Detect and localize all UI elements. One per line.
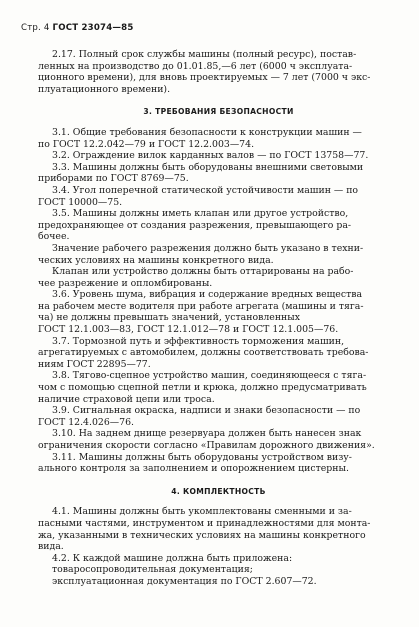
- text-line: 3.3. Машины должны быть оборудованы внешними световыми: [52, 161, 364, 173]
- safety-paragraph: [38, 266, 399, 289]
- safety-paragraph: [38, 428, 399, 451]
- text-line: бочее.: [38, 231, 70, 243]
- text-line: 3.5. Машины должны иметь клапан или другое устройство,: [52, 208, 349, 220]
- section-title-safety: 3. ТРЕБОВАНИЯ БЕЗОПАСНОСТИ: [143, 107, 294, 117]
- safety-paragraph: [38, 185, 399, 208]
- text-line: по ГОСТ 12.2.042—79 и ГОСТ 12.2.003—74.: [38, 138, 255, 150]
- section-body-completeness: [38, 506, 399, 587]
- text-line: приборами по ГОСТ 8769—75.: [38, 173, 189, 185]
- text-line: Значение рабочего разрежения должно быть указано в техни-: [52, 242, 364, 254]
- text-line: агрегатируемых с автомобилем, должны соответствовать требова-: [38, 347, 369, 359]
- text-line: ГОСТ 12.1.003—83, ГОСТ 12.1.012—78 и ГОСТ 12.1.005—76.: [38, 324, 339, 336]
- safety-paragraph: [38, 289, 399, 335]
- text-line: эксплуатационная документация по ГОСТ 2.607—72.: [52, 575, 317, 587]
- text-line: плуатационного времени).: [38, 83, 171, 95]
- text-line: наличие страховой цепи или троса.: [38, 393, 215, 405]
- text-line: 4.1. Машины должны быть укомплектованы сменными и за-: [52, 506, 352, 518]
- text-line: 3.2. Ограждение вилок карданных валов — по ГОСТ 13758—77.: [52, 150, 369, 162]
- text-line: 3.10. На заднем днище резервуара должен быть нанесен знак: [52, 428, 362, 440]
- text-line: 3.8. Тягово-сцепное устройство машин, соединяющееся с тяга-: [52, 370, 367, 382]
- safety-paragraph: [38, 452, 399, 475]
- text-line: ленных на производство до 01.01.85,—6 лет (6000 ч эксплуата-: [38, 60, 353, 72]
- text-line: предохраняющее от создания разрежения, превышающего ра-: [38, 219, 352, 231]
- paragraph-2-17: [38, 49, 399, 95]
- page-header: [21, 23, 134, 33]
- text-line: ального контроля за заполнением и опорожнением цистерны.: [38, 463, 349, 475]
- safety-paragraph: [38, 150, 399, 162]
- text-line: ча) не должны превышать значений, установленных: [38, 312, 300, 324]
- text-line: ционного времени), для вновь проектируемых — 7 лет (7000 ч экс-: [38, 72, 371, 84]
- completeness-paragraph: [38, 553, 399, 588]
- section-title-completeness: 4. КОМПЛЕКТНОСТЬ: [171, 486, 266, 496]
- text-line: пасными частями, инструментом и принадлежностями для монта-: [38, 517, 371, 529]
- text-line: на рабочем месте водителя при работе агрегата (машины и тяга-: [38, 300, 364, 312]
- section-body-safety: [38, 127, 399, 475]
- document-body: [38, 49, 399, 588]
- text-line: 3.11. Машины должны быть оборудованы устройством визу-: [52, 451, 352, 463]
- safety-paragraph: [38, 127, 399, 150]
- text-line: вида.: [38, 541, 64, 553]
- text-line: чом с помощью сцепной петли и крюка, должно предусматривать: [38, 382, 367, 394]
- text-line: Клапан или устройство должны быть оттарированы на рабо-: [52, 266, 354, 278]
- text-line: 4.2. К каждой машине должна быть приложена:: [52, 552, 293, 564]
- text-line: 3.6. Уровень шума, вибрация и содержание вредных вещества: [52, 289, 363, 301]
- text-line: ограничения скорости согласно «Правилам дорожного движения».: [38, 440, 375, 451]
- text-line: жа, указанными в технических условиях на машины конкретного: [38, 529, 366, 541]
- safety-paragraph: [38, 208, 399, 243]
- text-line: 3.9. Сигнальная окраска, надписи и знаки безопасности — по: [52, 405, 361, 417]
- text-line: 3.1. Общие требования безопасности к конструкции машин —: [52, 126, 362, 138]
- text-line: чее разрежение и опломбированы.: [38, 277, 213, 289]
- text-line: ГОСТ 12.4.026—76.: [38, 416, 135, 428]
- text-line: ниям ГОСТ 22895—77.: [38, 358, 151, 370]
- text-line: 3.4. Угол поперечной статической устойчивости машин — по: [52, 184, 359, 196]
- safety-paragraph: [38, 405, 399, 428]
- safety-paragraph: [38, 162, 399, 185]
- text-line: товаросопроводительная документация;: [52, 564, 253, 576]
- standard-number: ГОСТ 23074—85: [52, 23, 134, 33]
- safety-paragraph: [38, 370, 399, 405]
- page-number: Стр. 4: [21, 23, 50, 33]
- text-line: ГОСТ 10000—75.: [38, 196, 123, 208]
- completeness-paragraph: [38, 506, 399, 552]
- safety-paragraph: [38, 243, 399, 266]
- text-line: 3.7. Тормозной путь и эффективность торможения машин,: [52, 335, 345, 347]
- safety-paragraph: [38, 336, 399, 371]
- text-line: ческих условиях на машины конкретного вида.: [38, 254, 274, 266]
- text-line: 2.17. Полный срок службы машины (полный ресурс), постав-: [52, 49, 357, 60]
